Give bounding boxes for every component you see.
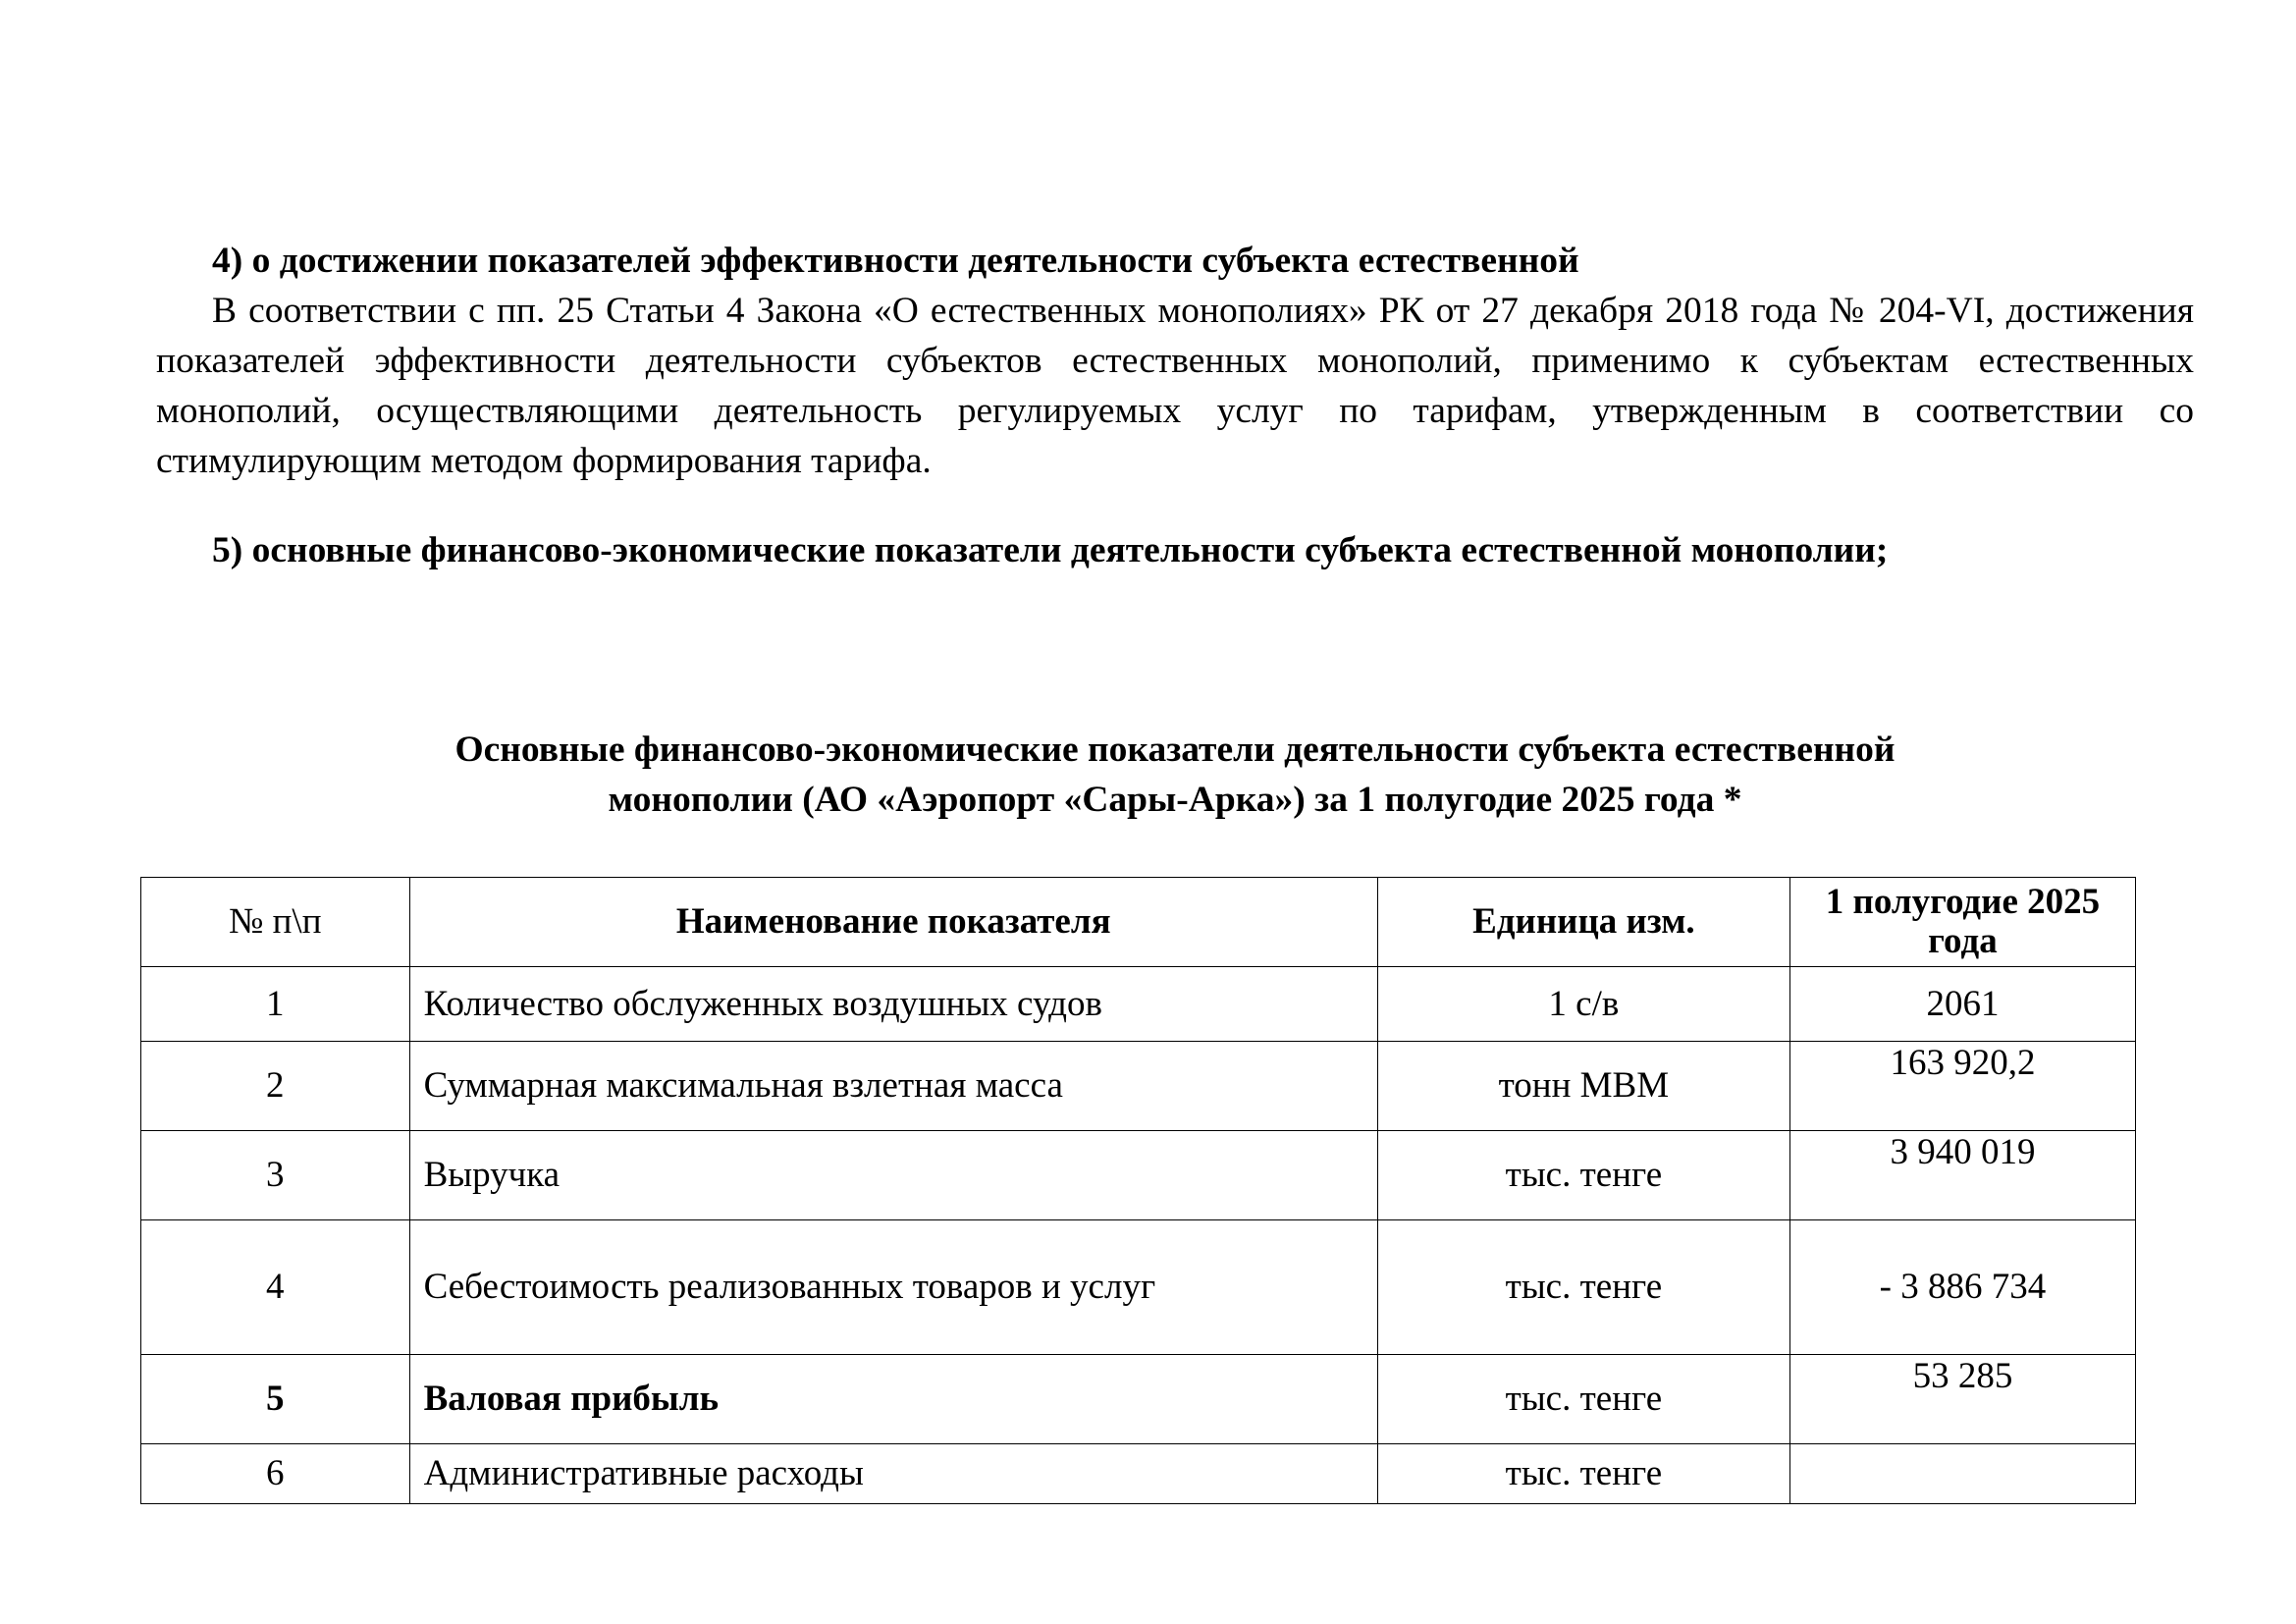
row-indicator-name: Валовая прибыль [409, 1355, 1377, 1444]
row-value: 53 285 [1789, 1355, 2135, 1444]
header-value: 1 полугодие 2025 года [1789, 878, 2135, 967]
table-title-line-2: монополии (АО «Аэропорт «Сары-Арка») за 1 полугодие 2025 года * [608, 780, 1742, 820]
row-unit: тыс. тенге [1377, 1355, 1789, 1444]
row-unit: тыс. тенге [1377, 1131, 1789, 1220]
row-unit: тыс. тенге [1377, 1444, 1789, 1504]
row-number: 3 [141, 1131, 410, 1220]
section-4-body: В соответствии с пп. 25 Статьи 4 Закона «О естественных монополиях» РК от 27 декабря 2018 года № 204-VI, достижения показателей эффективности деятельности субъектов естественных монополий, применимо к субъектам естественных монополий, осуществляющими деятельность регулируемых услуг по тарифам, утвержденным в соответствии со стимулирующим методом формирования тарифа. [156, 291, 2194, 481]
table-header-row [141, 878, 2136, 967]
row-number: 2 [141, 1042, 410, 1131]
row-unit: 1 с/в [1377, 967, 1789, 1042]
table-row [141, 1042, 2136, 1131]
row-number: 5 [141, 1355, 410, 1444]
section-5-heading: 5) основные финансово-экономические показатели деятельности субъекта естественной монополии; [212, 530, 1889, 570]
row-indicator-name: Административные расходы [409, 1444, 1377, 1504]
table-row [141, 1355, 2136, 1444]
table-row [141, 1131, 2136, 1220]
row-unit: тыс. тенге [1377, 1220, 1789, 1355]
row-indicator-name: Количество обслуженных воздушных судов [409, 967, 1377, 1042]
row-unit: тонн МВМ [1377, 1042, 1789, 1131]
header-unit: Единица изм. [1377, 878, 1789, 967]
header-number: № п\п [141, 878, 410, 967]
table-row [141, 1444, 2136, 1504]
table-title [156, 725, 2194, 825]
row-value: - 3 886 734 [1789, 1220, 2135, 1355]
table-row [141, 1220, 2136, 1355]
indicators-table [140, 877, 2136, 1504]
row-number: 6 [141, 1444, 410, 1504]
row-value [1789, 1444, 2135, 1504]
row-value: 2061 [1789, 967, 2135, 1042]
row-number: 4 [141, 1220, 410, 1355]
table-row [141, 967, 2136, 1042]
section-4-heading: 4) о достижении показателей эффективности деятельности субъекта естественной [212, 241, 1579, 281]
header-indicator-name: Наименование показателя [409, 878, 1377, 967]
row-value: 163 920,2 [1789, 1042, 2135, 1131]
row-indicator-name: Выручка [409, 1131, 1377, 1220]
row-indicator-name: Суммарная максимальная взлетная масса [409, 1042, 1377, 1131]
table-title-line-1: Основные финансово-экономические показатели деятельности субъекта естественной [454, 730, 1896, 770]
row-indicator-name: Себестоимость реализованных товаров и услуг [409, 1220, 1377, 1355]
row-number: 1 [141, 967, 410, 1042]
row-value: 3 940 019 [1789, 1131, 2135, 1220]
